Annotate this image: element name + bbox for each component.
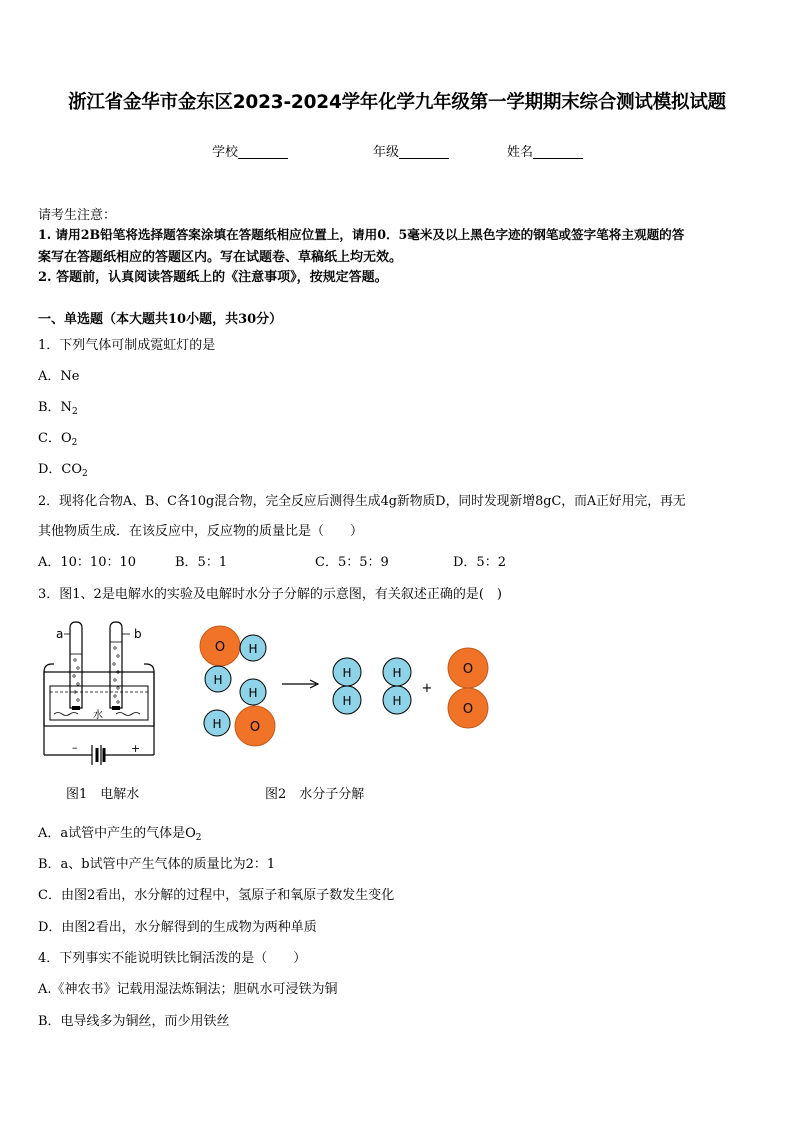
oxygen-atom-label: O bbox=[249, 720, 261, 735]
water-decomposition-figure bbox=[196, 620, 496, 750]
q1-option-d[interactable] bbox=[38, 458, 88, 477]
school-label: 学校 bbox=[212, 145, 239, 160]
figure-2-caption: 图2 水分子分解 bbox=[265, 787, 365, 802]
q3-option-b[interactable]: B．a、b试管中产生气体的质量比为2：1 bbox=[38, 857, 276, 872]
q1-option-d-sub: 2 bbox=[82, 469, 88, 479]
q2-option-d[interactable]: D．5：2 bbox=[453, 555, 506, 570]
q4-stem: 4．下列事实不能说明铁比铜活泼的是（ ） bbox=[38, 951, 307, 966]
notice-line-2: 2. 答题前，认真阅读答题纸上的《注意事项》，按规定答题。 bbox=[38, 270, 388, 285]
section-heading: 一、单选题（本大题共10小题，共30分） bbox=[38, 312, 283, 327]
q1-stem: 1．下列气体可制成霓虹灯的是 bbox=[38, 338, 216, 353]
battery-minus-label: – bbox=[72, 741, 78, 754]
test-tube-a bbox=[70, 622, 82, 708]
notice-heading: 请考生注意： bbox=[38, 208, 117, 223]
figure-1-caption: 图1 电解水 bbox=[66, 787, 140, 802]
q1-option-b[interactable] bbox=[38, 396, 78, 415]
school-field[interactable] bbox=[212, 141, 288, 160]
hydrogen-atom-label: H bbox=[342, 666, 352, 680]
q4-option-a[interactable]: A.《神农书》记载用湿法炼铜法；胆矾水可浸铁为铜 bbox=[38, 982, 338, 997]
q3-option-a-sub: 2 bbox=[195, 833, 202, 843]
q3-option-a-text: A．a试管中产生的气体是O bbox=[38, 826, 196, 841]
q1-option-c-text: C．O bbox=[38, 431, 72, 446]
oxygen-atom-label: O bbox=[462, 662, 474, 677]
battery-plus-label: + bbox=[131, 742, 141, 755]
q2-option-b[interactable]: B．5：1 bbox=[175, 555, 228, 570]
q1-option-a[interactable]: A．Ne bbox=[38, 369, 80, 384]
electrolysis-apparatus-figure bbox=[34, 620, 164, 778]
plus-sign: + bbox=[421, 681, 433, 696]
q2-option-a[interactable]: A．10：10：10 bbox=[38, 555, 137, 570]
grade-label: 年级 bbox=[373, 145, 400, 160]
q1-option-c[interactable] bbox=[38, 427, 77, 446]
hydrogen-atom-label: H bbox=[392, 666, 402, 680]
oxygen-atom-label: O bbox=[214, 640, 226, 655]
notice-line-1b: 案写在答题纸相应的答题区内。写在试题卷、草稿纸上均无效。 bbox=[38, 250, 403, 265]
notice-line-1a: 1. 请用2B铅笔将选择题答案涂填在答题纸相应位置上，请用0．5毫米及以上黑色字迹的钢笔或签字笔将主观题的答 bbox=[38, 227, 685, 242]
q1-option-d-text: D．CO bbox=[38, 462, 83, 477]
tube-label-b: b bbox=[134, 627, 142, 641]
oxygen-atom-label: O bbox=[462, 702, 474, 717]
hydrogen-atom-label: H bbox=[248, 642, 258, 656]
name-label: 姓名 bbox=[507, 145, 534, 160]
q3-option-d[interactable]: D．由图2看出，水分解得到的生成物为两种单质 bbox=[38, 920, 317, 935]
hydrogen-atom-label: H bbox=[213, 673, 223, 687]
hydrogen-atom-label: H bbox=[248, 686, 258, 700]
page-title: 浙江省金华市金东区2023-2024学年化学九年级第一学期期末综合测试模拟试题 bbox=[68, 92, 726, 113]
water-label: 水 bbox=[93, 710, 103, 721]
name-blank[interactable] bbox=[533, 144, 583, 159]
name-field[interactable] bbox=[507, 141, 583, 160]
q1-option-c-sub: 2 bbox=[71, 438, 78, 448]
school-blank[interactable] bbox=[238, 144, 288, 159]
q4-option-b[interactable]: B．电导线多为铜丝，而少用铁丝 bbox=[38, 1014, 230, 1029]
q1-option-b-sub: 2 bbox=[71, 407, 78, 417]
grade-field[interactable] bbox=[373, 141, 449, 160]
q3-option-a[interactable] bbox=[38, 822, 202, 841]
q2-option-c[interactable]: C．5：5：9 bbox=[315, 555, 389, 570]
hydrogen-atom-label: H bbox=[212, 717, 222, 731]
q1-option-b-text: B．N bbox=[38, 400, 72, 415]
hydrogen-atom-label: H bbox=[342, 694, 352, 708]
q2-stem-line-1: 2．现将化合物A、B、C各10g混合物，完全反应后测得生成4g新物质D，同时发现新增8gC，而A正好用完，再无 bbox=[38, 494, 686, 509]
q3-stem: 3．图1、2是电解水的实验及电解时水分子分解的示意图，有关叙述正确的是( ) bbox=[38, 587, 502, 602]
hydrogen-atom-label: H bbox=[392, 694, 402, 708]
tube-label-a: a bbox=[56, 627, 64, 641]
q2-stem-line-2: 其他物质生成．在该反应中，反应物的质量比是（ ） bbox=[38, 524, 364, 539]
grade-blank[interactable] bbox=[399, 144, 449, 159]
q3-option-c[interactable]: C．由图2看出，水分解的过程中，氢原子和氧原子数发生变化 bbox=[38, 888, 395, 903]
